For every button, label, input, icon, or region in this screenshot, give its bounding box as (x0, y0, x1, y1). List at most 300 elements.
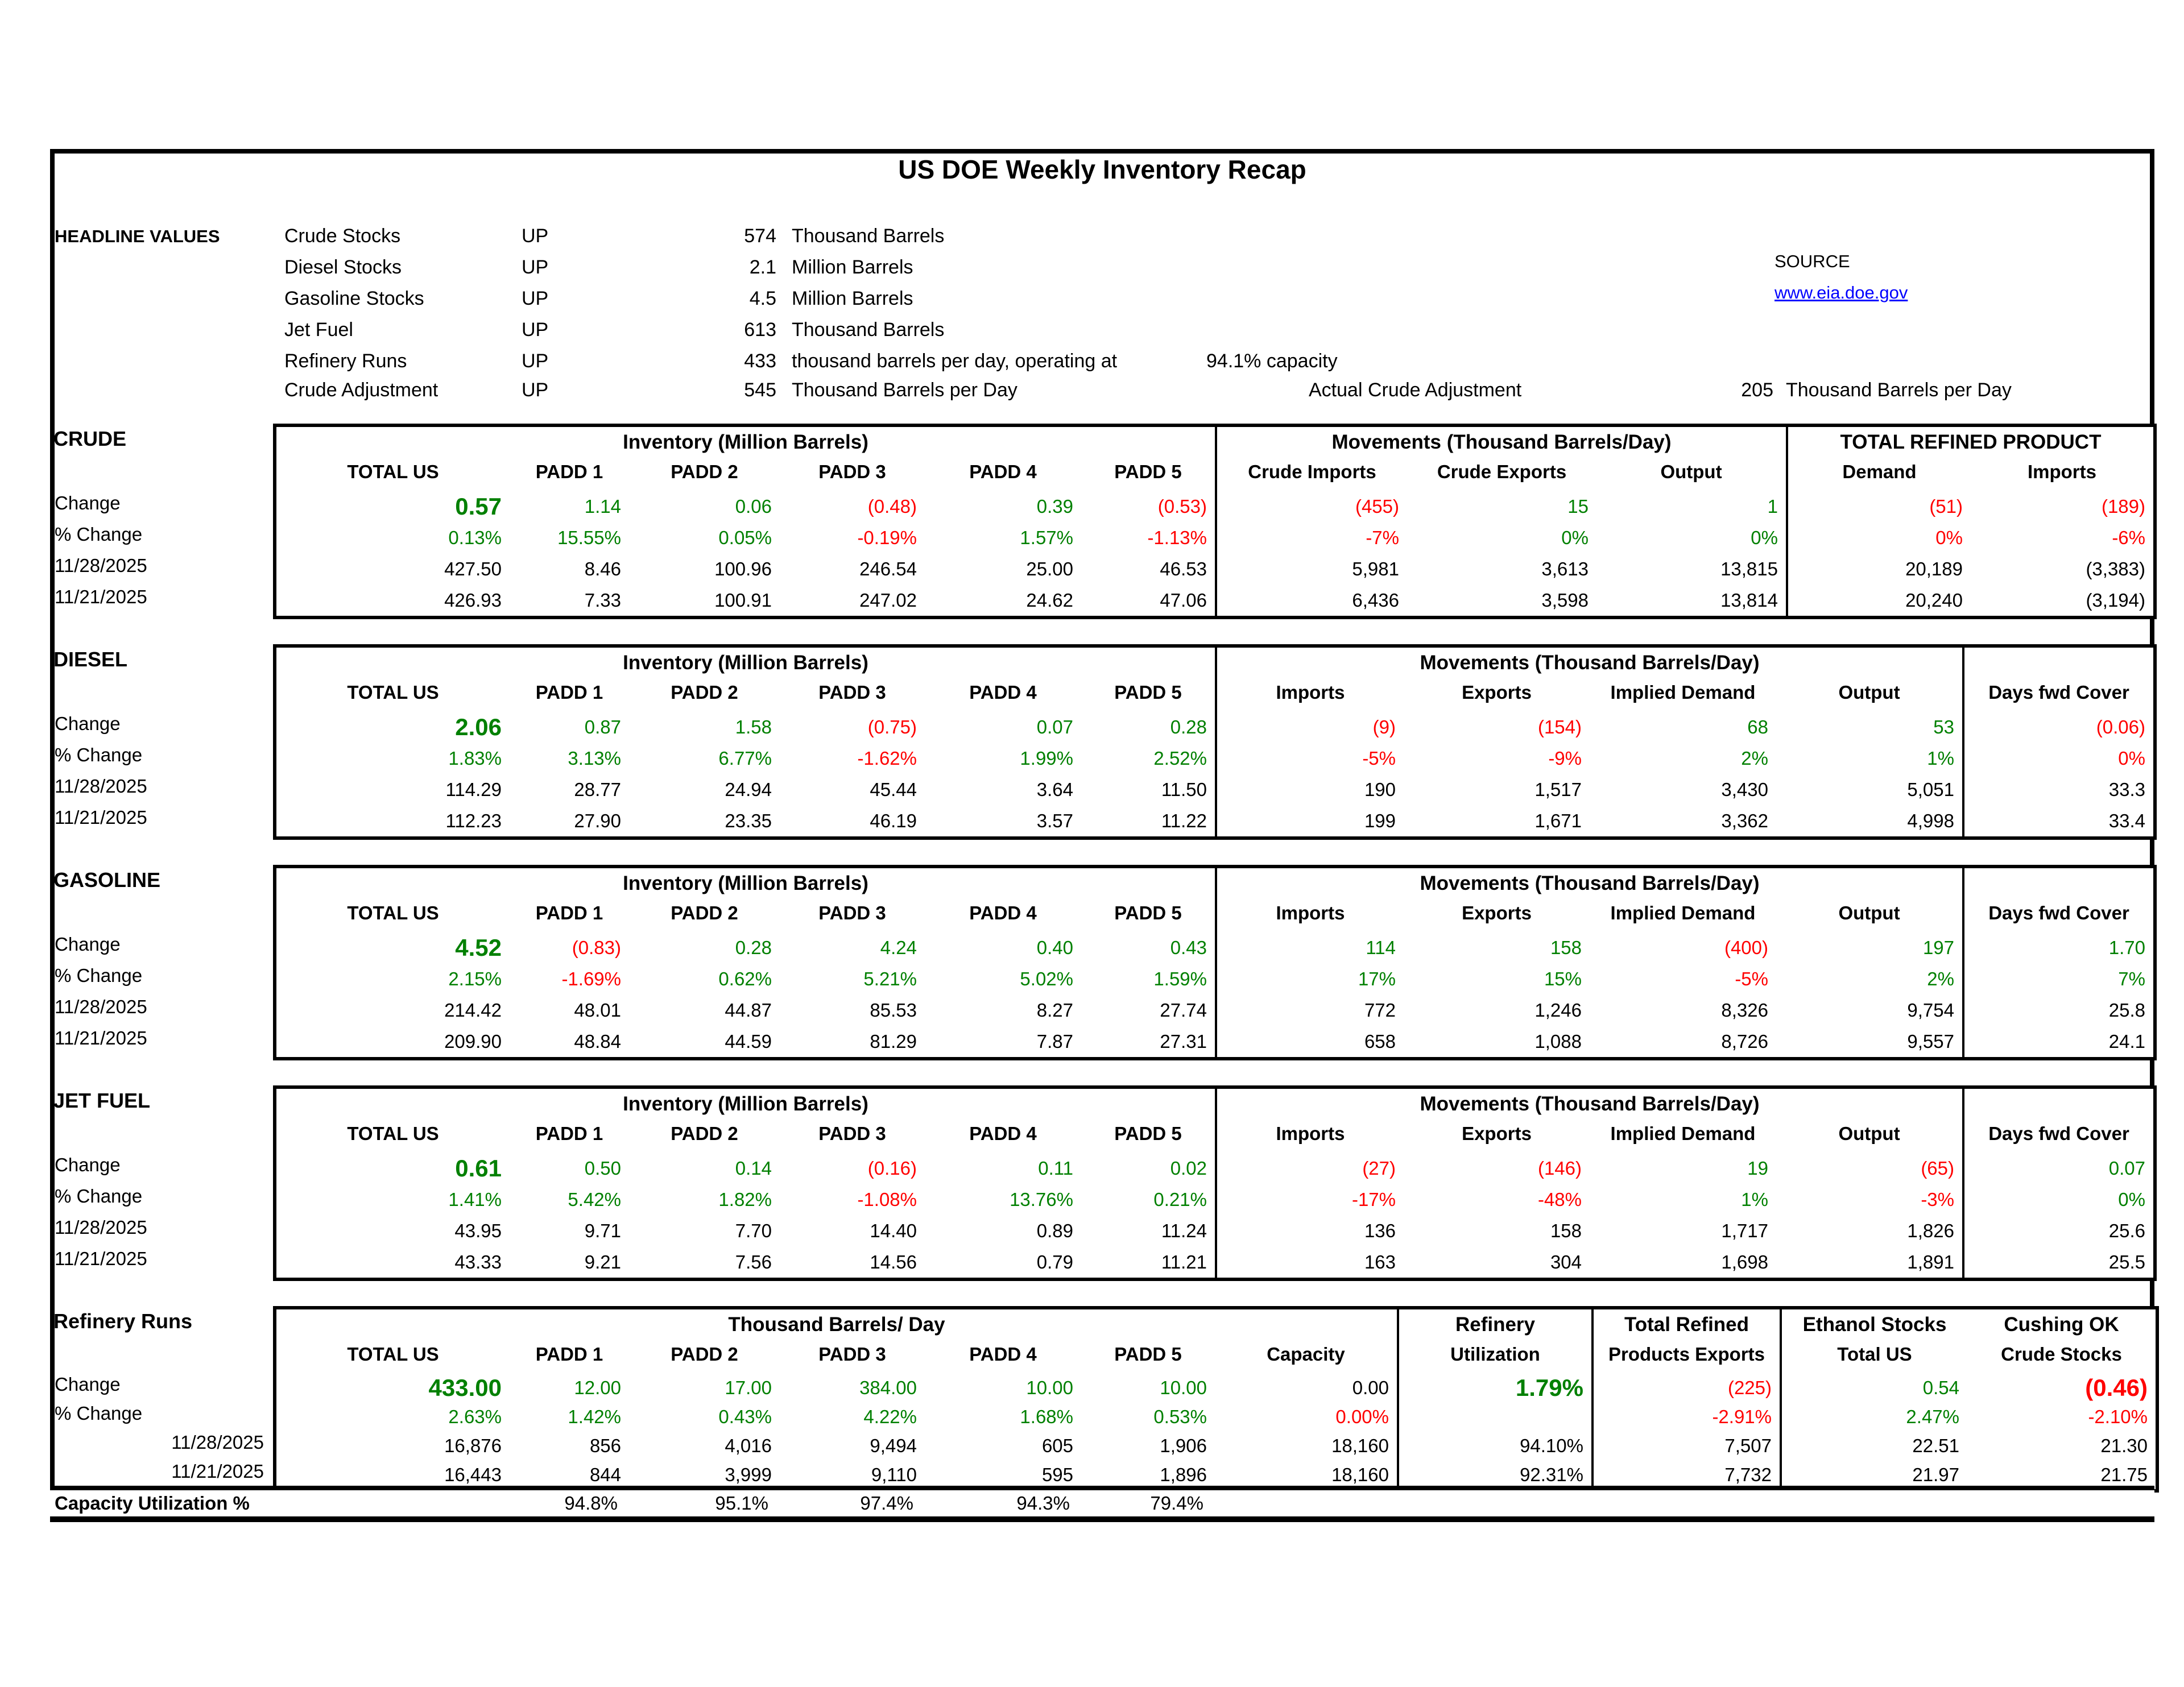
row-label: % Change (55, 744, 143, 765)
column-header: Output (1838, 902, 1900, 923)
headline-value: 613 (744, 319, 776, 341)
table-cell: 20,189 (1905, 558, 1963, 579)
capacity-utilization-value: 94.8% (564, 1493, 618, 1514)
table-cell: 43.95 (454, 1220, 502, 1241)
headline-row (0, 252, 2184, 283)
capacity-utilization-values (273, 1490, 1393, 1516)
table-cell: (225) (1727, 1377, 1772, 1398)
table-cell: 0.00 (1352, 1377, 1389, 1398)
table-cell: 658 (1364, 1031, 1396, 1052)
table-cell: -1.08% (857, 1189, 917, 1210)
table-cell: 6,436 (1352, 590, 1399, 611)
table-cell: 28.77 (574, 779, 621, 800)
column-header: Crude Stocks (2001, 1344, 2122, 1365)
capacity-utilization-value: 79.4% (1150, 1493, 1203, 1514)
column-header: TOTAL US (347, 1344, 439, 1365)
table-cell: 100.91 (714, 590, 772, 611)
table-cell: 1.83% (448, 748, 502, 769)
row-label: % Change (55, 1403, 143, 1424)
table-cell: 0.13% (448, 527, 502, 548)
table-cell: 19 (1747, 1158, 1768, 1179)
headline-direction: UP (522, 288, 549, 309)
table-cell: 5,051 (1907, 779, 1954, 800)
table-cell: 81.29 (870, 1031, 917, 1052)
table-cell: 33.4 (2108, 810, 2145, 831)
table-cell: 3,362 (1721, 810, 1768, 831)
column-header: PADD 4 (969, 461, 1037, 482)
column-header: PADD 2 (671, 682, 738, 703)
column-header: PADD 3 (818, 461, 886, 482)
table-cell: -7% (1366, 527, 1399, 548)
table-cell: 25.5 (2108, 1251, 2145, 1272)
table-cell: 13,814 (1720, 590, 1778, 611)
column-header: PADD 3 (818, 902, 886, 923)
column-header: PADD 3 (818, 1123, 886, 1144)
table-cell: 11.24 (1161, 1220, 1207, 1241)
table-cell: 16,876 (444, 1435, 502, 1456)
table-cell: 24.62 (1026, 590, 1073, 611)
column-header: PADD 4 (969, 1344, 1037, 1365)
row-date-label: 11/28/2025 (171, 1432, 264, 1453)
table-cell: -1.62% (857, 748, 917, 769)
table-cell: 53 (1933, 716, 1954, 737)
table-cell: 3,999 (725, 1464, 772, 1485)
table-cell: 45.44 (870, 779, 917, 800)
column-header: PADD 1 (535, 682, 603, 703)
table-cell: 3,598 (1541, 590, 1589, 611)
table-cell: 0.87 (584, 716, 621, 737)
table-cell: 14.56 (870, 1251, 917, 1272)
table-cell: 9,754 (1907, 1000, 1954, 1021)
headline-item: Jet Fuel (284, 319, 353, 341)
table-cell: 46.53 (1160, 558, 1207, 579)
table-cell: 15 (1567, 496, 1589, 517)
headline-extra-unit: Thousand Barrels per Day (1786, 379, 2012, 401)
column-header: Output (1660, 461, 1722, 482)
table-cell: 595 (1041, 1464, 1073, 1485)
table-cell: 44.59 (725, 1031, 772, 1052)
table-cell: 114 (1366, 937, 1396, 958)
table-group (276, 1309, 1397, 1489)
headline-unit: thousand barrels per day, operating at (792, 350, 1118, 372)
table-cell: 21.30 (2100, 1435, 2148, 1456)
column-header: PADD 5 (1114, 461, 1182, 482)
section-label: GASOLINE (53, 868, 161, 892)
row-label: Change (55, 713, 121, 734)
table-group (1962, 868, 2153, 1057)
table-cell: 43.33 (454, 1251, 502, 1272)
table-cell: 0% (1561, 527, 1589, 548)
table-cell: 8,726 (1721, 1031, 1768, 1052)
table-cell: 1,088 (1534, 1031, 1582, 1052)
column-header: PADD 5 (1114, 1344, 1182, 1365)
table-cell: 112.23 (445, 810, 502, 831)
table-cell: 1.14 (584, 496, 621, 517)
table-cell: 22.51 (1912, 1435, 1959, 1456)
table-group (1397, 1309, 1591, 1489)
table-cell: 2.47% (1906, 1406, 1959, 1427)
table-cell: 4.24 (880, 937, 917, 958)
capacity-utilization-value (273, 1490, 506, 1516)
section-table (273, 644, 2157, 840)
column-header: TOTAL US (347, 461, 439, 482)
table-cell: 1.82% (718, 1189, 772, 1210)
table-cell: 3,430 (1721, 779, 1768, 800)
table-cell: -0.19% (857, 527, 917, 548)
headline-value: 545 (744, 379, 776, 401)
table-cell: 1.59% (1153, 968, 1207, 989)
table-group (276, 427, 1215, 616)
table-cell: 33.3 (2108, 779, 2145, 800)
group-title: Cushing OK (2004, 1313, 2119, 1336)
table-cell: 47.06 (1160, 590, 1207, 611)
headline-value: 4.5 (749, 288, 776, 309)
headline-item: Gasoline Stocks (284, 288, 424, 309)
headline-unit: Thousand Barrels (792, 319, 945, 341)
table-cell (1399, 1402, 1591, 1431)
table-cell: 1.58 (735, 716, 772, 737)
table-cell: 11.50 (1161, 779, 1207, 800)
table-cell: 7.33 (584, 590, 621, 611)
table-cell: 8.27 (1036, 1000, 1073, 1021)
column-header: Capacity (1267, 1344, 1345, 1365)
table-group (276, 648, 1215, 836)
headline-direction: UP (522, 319, 549, 341)
column-header: Days fwd Cover (1988, 682, 2129, 703)
table-cell: -48% (1537, 1189, 1582, 1210)
table-cell: 7,732 (1724, 1464, 1772, 1485)
table-cell: 4,998 (1907, 810, 1954, 831)
table-cell: (189) (2101, 496, 2145, 517)
table-cell: 13,815 (1720, 558, 1778, 579)
table-cell: -9% (1548, 748, 1582, 769)
source-label: SOURCE (1774, 251, 1850, 271)
column-header: Demand (1842, 461, 1917, 482)
table-cell: 0.05% (718, 527, 772, 548)
headline-direction: UP (522, 225, 549, 247)
table-cell: 427.50 (444, 558, 502, 579)
table-cell: 5,981 (1352, 558, 1399, 579)
table-cell: (455) (1355, 496, 1399, 517)
table-cell: 0.14 (735, 1158, 772, 1179)
table-cell: 25.00 (1026, 558, 1073, 579)
table-cell: 136 (1364, 1220, 1396, 1241)
headline-value: 2.1 (749, 256, 776, 278)
headline-value: 433 (744, 350, 776, 372)
group-title: Inventory (Million Barrels) (623, 872, 868, 894)
column-header: Exports (1462, 682, 1532, 703)
table-cell: 209.90 (444, 1031, 502, 1052)
table-group (1215, 427, 1786, 616)
column-header: Imports (1276, 1123, 1345, 1144)
table-cell: (9) (1372, 716, 1396, 737)
row-label: % Change (55, 524, 143, 545)
table-cell: 4,016 (725, 1435, 772, 1456)
table-cell: 1.42% (568, 1406, 621, 1427)
column-header: PADD 5 (1114, 682, 1182, 703)
column-header: PADD 1 (535, 461, 603, 482)
column-header: PADD 1 (535, 902, 603, 923)
table-cell: 2.63% (448, 1406, 502, 1427)
table-cell: 18,160 (1331, 1435, 1389, 1456)
table-cell: 7,507 (1724, 1435, 1772, 1456)
table-cell: 12.00 (574, 1377, 621, 1398)
table-cell: -6% (2112, 527, 2145, 548)
table-cell: 92.31% (1520, 1464, 1583, 1485)
table-cell: (154) (1537, 716, 1582, 737)
column-header: PADD 1 (535, 1123, 603, 1144)
section-table (273, 424, 2157, 619)
table-cell: 21.97 (1912, 1464, 1959, 1485)
table-cell: 772 (1364, 1000, 1396, 1021)
table-cell: 0.89 (1036, 1220, 1073, 1241)
column-header: Days fwd Cover (1988, 902, 2129, 923)
row-label: Change (55, 1374, 121, 1395)
group-title: Movements (Thousand Barrels/Day) (1420, 1093, 1760, 1115)
headline-unit: Million Barrels (792, 288, 913, 309)
table-cell: (65) (1921, 1158, 1954, 1179)
column-header: Imports (1276, 682, 1345, 703)
table-cell: 9.21 (584, 1251, 621, 1272)
table-cell: 3.64 (1036, 779, 1073, 800)
table-cell: 25.8 (2108, 1000, 2145, 1021)
table-cell: 0.39 (1036, 496, 1073, 517)
row-date-label: 11/21/2025 (171, 1461, 264, 1482)
column-header: Days fwd Cover (1988, 1123, 2129, 1144)
section-table (273, 1306, 2159, 1493)
headline-unit: Million Barrels (792, 256, 913, 278)
table-cell: 15% (1544, 968, 1582, 989)
row-label: Change (55, 1154, 121, 1175)
table-cell: 48.84 (574, 1031, 621, 1052)
section-table (273, 865, 2157, 1060)
table-cell: 100.96 (714, 558, 772, 579)
table-cell: 197 (1922, 937, 1954, 958)
table-cell: 4.52 (455, 934, 502, 961)
table-cell: 2.06 (455, 714, 502, 740)
table-cell: 0.00% (1335, 1406, 1389, 1427)
table-cell: 1,517 (1534, 779, 1582, 800)
table-cell: 3.13% (568, 748, 621, 769)
section-label: CRUDE (53, 427, 127, 450)
table-cell: 1% (1741, 1189, 1768, 1210)
table-cell: 18,160 (1331, 1464, 1389, 1485)
table-cell: 6.77% (718, 748, 772, 769)
table-cell: -2.91% (1712, 1406, 1772, 1427)
table-cell: 7.87 (1036, 1031, 1073, 1052)
table-cell: 5.42% (568, 1189, 621, 1210)
group-title: Inventory (Million Barrels) (623, 431, 868, 453)
headline-value: 574 (744, 225, 776, 247)
group-title: Thousand Barrels/ Day (728, 1313, 945, 1336)
table-cell: (3,383) (2086, 558, 2145, 579)
column-header: Imports (2027, 461, 2096, 482)
table-cell: (0.06) (2096, 716, 2145, 737)
table-cell: -1.13% (1147, 527, 1207, 548)
table-cell: (0.16) (867, 1158, 917, 1179)
headline-direction: UP (522, 256, 549, 278)
table-cell: 1,826 (1907, 1220, 1954, 1241)
table-cell: 94.10% (1520, 1435, 1583, 1456)
table-cell: 3,613 (1541, 558, 1589, 579)
section-label: JET FUEL (53, 1089, 151, 1112)
table-cell: 0.07 (2108, 1158, 2145, 1179)
table-cell: 0.43 (1170, 937, 1207, 958)
table-cell: 8.46 (584, 558, 621, 579)
section-table (273, 1085, 2157, 1281)
table-cell: 24.1 (2108, 1031, 2145, 1052)
column-header: Utilization (1450, 1344, 1540, 1365)
table-cell: 247.02 (859, 590, 917, 611)
table-cell: 85.53 (870, 1000, 917, 1021)
table-cell: 5.02% (1020, 968, 1073, 989)
table-group (1780, 1309, 1967, 1489)
group-title (1964, 648, 2153, 678)
table-cell: 246.54 (859, 558, 917, 579)
table-cell: 0.40 (1036, 937, 1073, 958)
column-header: PADD 4 (969, 682, 1037, 703)
table-cell: 0% (1751, 527, 1778, 548)
table-cell: 1,671 (1534, 810, 1582, 831)
table-group (1962, 648, 2153, 836)
table-cell: (400) (1724, 937, 1768, 958)
table-cell: 384.00 (859, 1377, 917, 1398)
table-cell: 10.00 (1026, 1377, 1073, 1398)
column-header: Total US (1837, 1344, 1912, 1365)
table-cell: 0% (1935, 527, 1963, 548)
table-cell: -3% (1921, 1189, 1954, 1210)
row-date-label: 11/28/2025 (55, 776, 147, 797)
column-header: PADD 2 (671, 902, 738, 923)
table-cell: 21.75 (2100, 1464, 2148, 1485)
table-cell: (0.75) (867, 716, 917, 737)
table-cell: 9,494 (870, 1435, 917, 1456)
column-header: PADD 1 (535, 1344, 603, 1365)
table-cell: 68 (1747, 716, 1768, 737)
column-header: PADD 3 (818, 682, 886, 703)
table-cell: 3.57 (1036, 810, 1073, 831)
table-cell: 8,326 (1721, 1000, 1768, 1021)
table-cell: 4.22% (863, 1406, 917, 1427)
table-cell: 0.06 (735, 496, 772, 517)
column-header: PADD 4 (969, 902, 1037, 923)
table-cell: 15.55% (557, 527, 621, 548)
headline-extra-label: Actual Crude Adjustment (1309, 379, 1522, 401)
column-header: Exports (1462, 902, 1532, 923)
table-cell: -5% (1362, 748, 1396, 769)
table-cell: 0.53% (1153, 1406, 1207, 1427)
column-header: Crude Exports (1437, 461, 1567, 482)
table-cell: (0.83) (572, 937, 621, 958)
table-cell: (27) (1362, 1158, 1396, 1179)
section-label: DIESEL (53, 648, 128, 671)
table-cell: 2.15% (448, 968, 502, 989)
table-cell: 856 (589, 1435, 621, 1456)
table-cell: 16,443 (444, 1464, 502, 1485)
row-date-label: 11/28/2025 (55, 1217, 147, 1238)
table-cell: -2.10% (2088, 1406, 2148, 1427)
table-group (1215, 868, 1962, 1057)
table-cell: 0.11 (1038, 1158, 1073, 1179)
table-cell: 48.01 (574, 1000, 621, 1021)
table-cell: 9,110 (871, 1464, 917, 1485)
table-cell: 1,896 (1160, 1464, 1207, 1485)
table-cell: 9.71 (584, 1220, 621, 1241)
capacity-utilization-row (50, 1486, 2154, 1522)
table-cell: 44.87 (725, 1000, 772, 1021)
column-header: Implied Demand (1610, 902, 1756, 923)
table-cell: 20,240 (1905, 590, 1963, 611)
table-cell: 158 (1550, 937, 1582, 958)
group-title: Inventory (Million Barrels) (623, 1093, 868, 1115)
table-cell: 2.52% (1153, 748, 1207, 769)
table-cell: -17% (1351, 1189, 1396, 1210)
table-cell: 7.56 (735, 1251, 772, 1272)
table-cell: 163 (1364, 1251, 1396, 1272)
table-cell: 1.99% (1020, 748, 1073, 769)
column-header: PADD 2 (671, 1344, 738, 1365)
headline-item: Diesel Stocks (284, 256, 402, 278)
column-header: Output (1838, 1123, 1900, 1144)
table-cell: 1,906 (1160, 1435, 1207, 1456)
row-date-label: 11/21/2025 (55, 807, 147, 828)
table-cell: 0.02 (1170, 1158, 1207, 1179)
table-cell: 25.6 (2108, 1220, 2145, 1241)
table-cell: (146) (1537, 1158, 1582, 1179)
column-header: TOTAL US (347, 1123, 439, 1144)
table-cell: 304 (1550, 1251, 1582, 1272)
table-cell: 24.94 (725, 779, 772, 800)
row-label: Change (55, 934, 121, 955)
table-cell: 158 (1550, 1220, 1582, 1241)
row-label: % Change (55, 1186, 143, 1207)
capacity-utilization-value (1211, 1490, 1393, 1516)
column-header: PADD 5 (1114, 1123, 1182, 1144)
table-cell: 27.74 (1160, 1000, 1207, 1021)
group-title: Inventory (Million Barrels) (623, 652, 868, 674)
headline-item: Crude Adjustment (284, 379, 439, 401)
table-cell: 0.62% (718, 968, 772, 989)
table-cell: 1 (1767, 496, 1778, 517)
table-cell: 199 (1364, 810, 1396, 831)
group-title: Movements (Thousand Barrels/Day) (1331, 431, 1672, 453)
table-cell: 11.22 (1161, 810, 1207, 831)
headline-row (0, 314, 2184, 346)
capacity-utilization-value: 97.4% (860, 1493, 913, 1514)
table-cell: -1.69% (561, 968, 621, 989)
row-date-label: 11/28/2025 (55, 555, 147, 576)
column-header: PADD 2 (671, 461, 738, 482)
table-group (276, 1089, 1215, 1278)
table-group (1215, 648, 1962, 836)
headline-direction: UP (522, 350, 549, 372)
row-date-label: 11/28/2025 (55, 996, 147, 1017)
column-header: Implied Demand (1610, 682, 1756, 703)
table-cell: 14.40 (870, 1220, 917, 1241)
table-cell: 426.93 (444, 590, 502, 611)
column-header: Imports (1276, 902, 1345, 923)
column-header: PADD 5 (1114, 902, 1182, 923)
table-cell: 2% (1927, 968, 1954, 989)
column-header: Implied Demand (1610, 1123, 1756, 1144)
table-group (1967, 1309, 2156, 1489)
table-cell: 1,891 (1907, 1251, 1954, 1272)
table-group (1215, 1089, 1962, 1278)
table-cell: 17.00 (725, 1377, 772, 1398)
table-cell: 1.79% (1515, 1374, 1583, 1401)
source-link[interactable]: www.eia.doe.gov (1774, 283, 1908, 302)
table-cell: 7% (2118, 968, 2145, 989)
